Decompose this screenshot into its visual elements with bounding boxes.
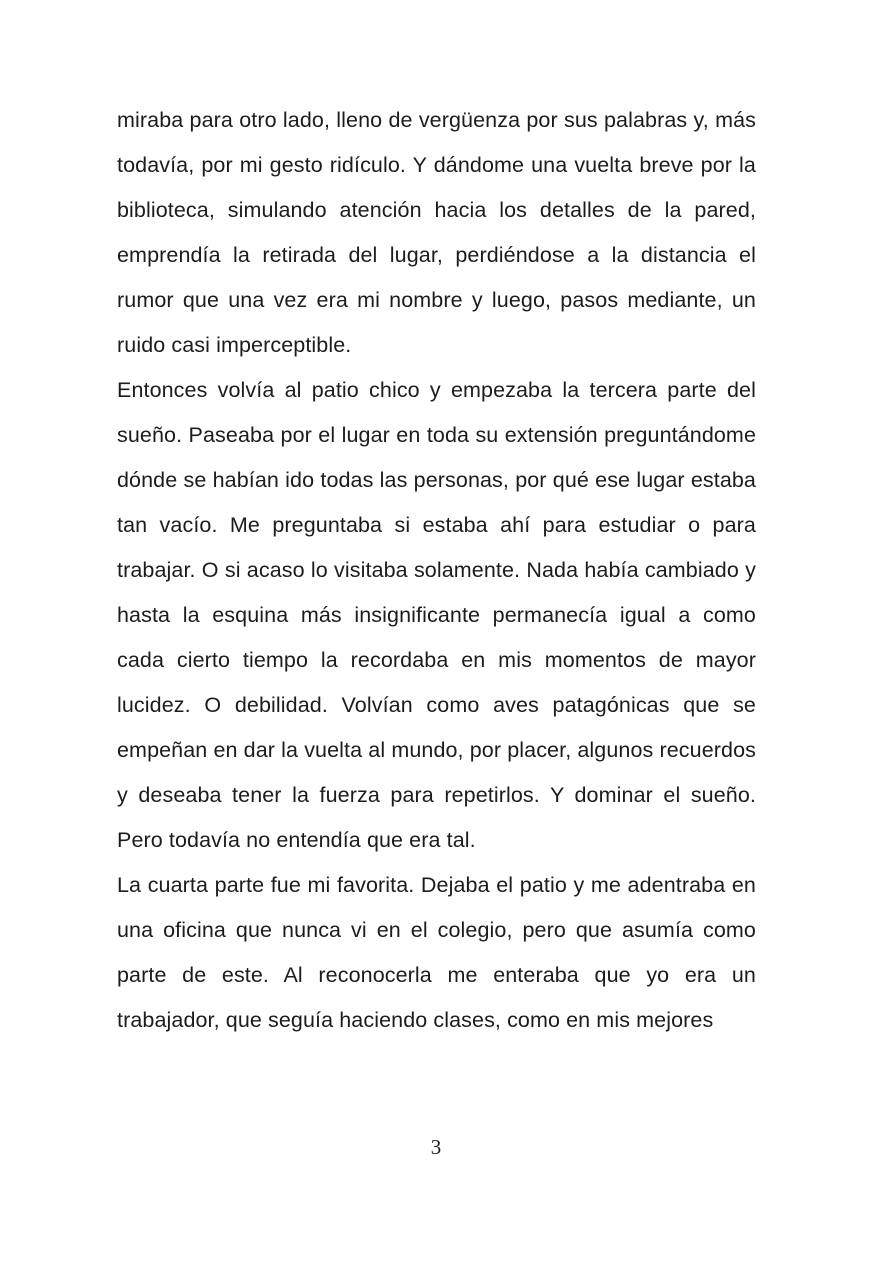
paragraph: Entonces volvía al patio chico y empezaba la tercera parte del sueño. Paseaba por el lugar en toda su extensión preguntándome dónde se habían ido todas las personas, por qué ese lugar estaba tan vacío. Me preguntaba si estaba ahí para estudiar o para trabajar. O si acaso lo visitaba solamente. Nada había cambiado y hasta la esquina más insignificante permanecía igual a como cada cierto tiempo la recordaba en mis momentos de mayor lucidez. O debilidad. Volvían como aves patagónicas que se empeñan en dar la vuelta al mundo, por placer, algunos recuerdos y deseaba tener la fuerza para repetirlos. Y dominar el sueño. Pero todavía no entendía que era tal. [117, 378, 756, 852]
text-block [117, 98, 756, 1043]
paragraph: La cuarta parte fue mi favorita. Dejaba el patio y me adentraba en una oficina que nunca vi en el colegio, pero que asumía como parte de este. Al reconocerla me enteraba que yo era un trabajador, que seguía haciendo clases, como en mis mejores [117, 873, 756, 1032]
paragraph: miraba para otro lado, lleno de vergüenza por sus palabras y, más todavía, por mi gesto ridículo. Y dándome una vuelta breve por la biblioteca, simulando atención hacia los detalles de la pared, emprendía la retirada del lugar, perdiéndose a la distancia el rumor que una vez era mi nombre y luego, pasos mediante, un ruido casi imperceptible. [117, 108, 756, 357]
page-number: 3 [430, 1135, 442, 1159]
